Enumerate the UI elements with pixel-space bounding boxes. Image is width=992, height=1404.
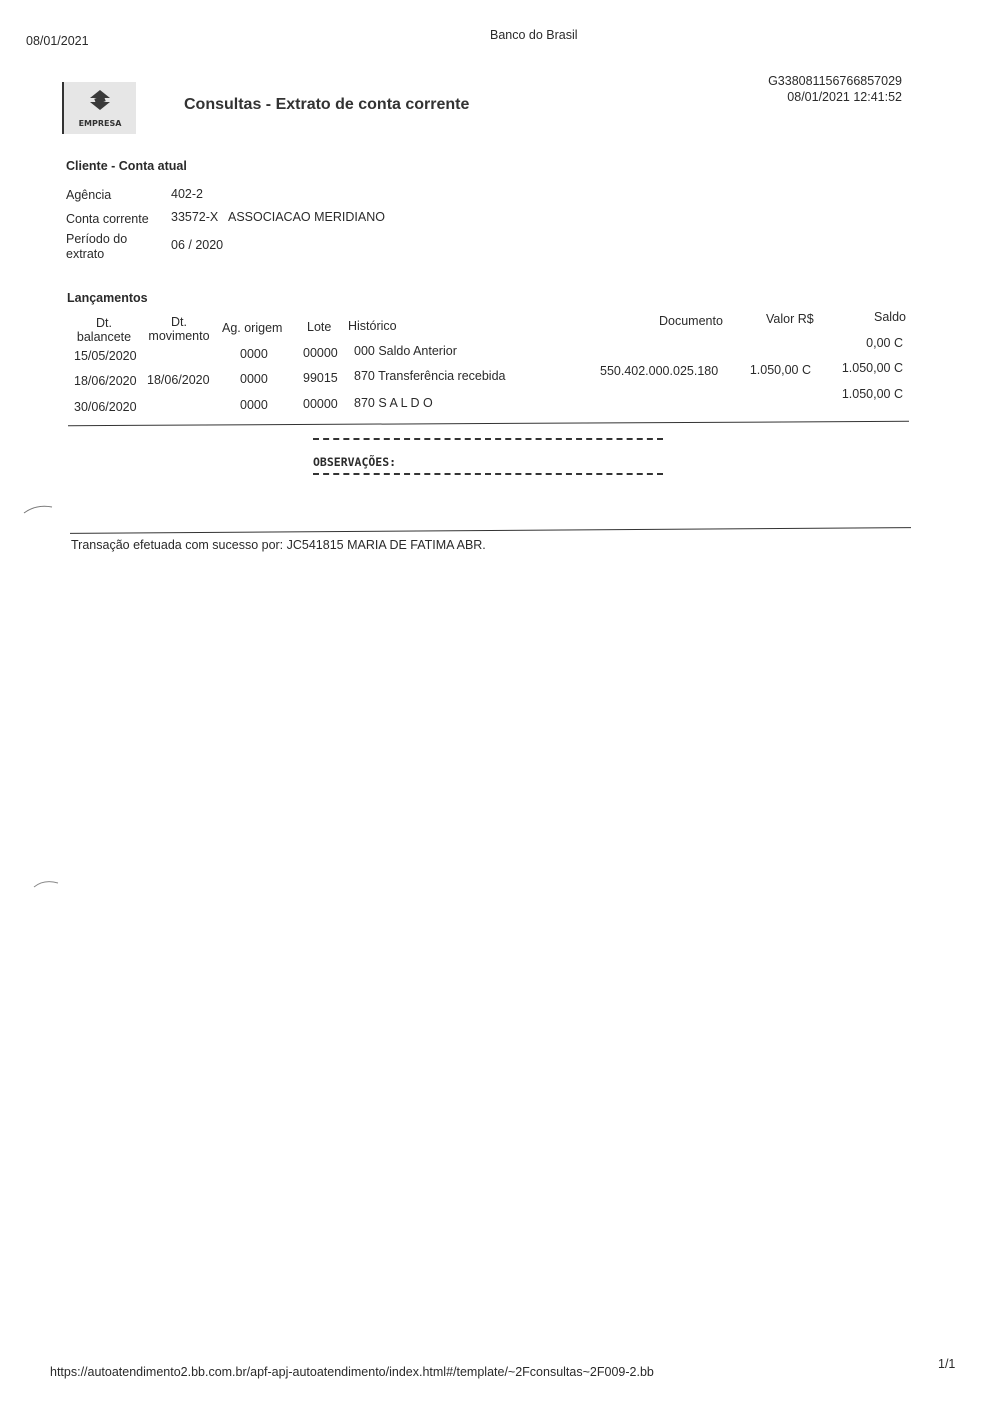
conta-value: 33572-X ASSOCIACAO MERIDIANO	[171, 210, 385, 224]
document-code-number: G338081156766857029	[768, 74, 902, 88]
row1-ag-origem: 0000	[240, 347, 268, 361]
row2-documento: 550.402.000.025.180	[600, 364, 719, 378]
scan-mark-arc	[22, 503, 54, 515]
periodo-value: 06 / 2020	[171, 238, 224, 252]
row1-saldo: 0,00 C	[866, 336, 903, 350]
observacoes-label: OBSERVAÇÕES:	[313, 455, 397, 469]
row2-valor: 1.050,00 C	[749, 363, 811, 377]
bb-logo-icon	[86, 86, 114, 114]
row2-lote: 99015	[303, 371, 338, 385]
row1-historico: 000 Saldo Anterior	[354, 344, 457, 358]
row3-historico: 870 S A L D O	[354, 396, 433, 410]
row2-dt-balancete: 18/06/2020	[74, 374, 137, 388]
page-url: https://autoatendimento2.bb.com.br/apf-apj-autoatendimento/index.html#/template/~2Fconsultas~2F009-2.bb	[50, 1365, 654, 1379]
col-dt-movimento-line1: Dt.	[171, 315, 187, 329]
row2-ag-origem: 0000	[240, 372, 268, 386]
transaction-status: Transação efetuada com sucesso por: JC541815 MARIA DE FATIMA ABR.	[71, 538, 486, 552]
document-datetime: 08/01/2021 12:41:52	[787, 90, 902, 104]
observacoes-bottom-dashes	[313, 473, 663, 475]
conta-label: Conta corrente	[66, 212, 149, 226]
scan-mark-arc-lower	[32, 877, 60, 889]
lancamentos-section-title: Lançamentos	[67, 291, 148, 305]
logo-text: EMPRESA	[78, 119, 122, 128]
row1-lote: 00000	[303, 346, 338, 360]
row2-dt-movimento: 18/06/2020	[147, 373, 210, 387]
agencia-label: Agência	[66, 188, 112, 202]
client-section-title: Cliente - Conta atual	[66, 159, 187, 173]
bb-empresa-logo	[62, 82, 136, 134]
page-title: Consultas - Extrato de conta corrente	[184, 96, 470, 113]
table-bottom-rule	[68, 421, 909, 426]
col-ag-origem: Ag. origem	[222, 321, 283, 335]
row3-lote: 00000	[303, 397, 338, 411]
periodo-label	[66, 232, 127, 262]
observacoes-top-dashes	[313, 438, 663, 440]
col-dt-movimento	[146, 315, 212, 343]
row3-saldo: 1.050,00 C	[841, 387, 903, 401]
row3-dt-balancete: 30/06/2020	[74, 400, 137, 414]
periodo-label-line1: Período do	[66, 232, 128, 246]
col-saldo: Saldo	[874, 310, 906, 324]
document-code	[768, 73, 902, 105]
col-documento: Documento	[659, 314, 723, 328]
print-date: 08/01/2021	[26, 34, 89, 48]
col-dt-balancete-line1: Dt.	[96, 316, 112, 330]
col-dt-movimento-line2: movimento	[148, 329, 210, 343]
col-historico: Histórico	[348, 319, 397, 333]
col-valor: Valor R$	[766, 312, 814, 326]
bank-name: Banco do Brasil	[490, 28, 578, 42]
page-number: 1/1	[938, 1357, 956, 1371]
periodo-label-line2: extrato	[66, 247, 105, 261]
row1-dt-balancete: 15/05/2020	[74, 349, 137, 363]
footer-rule	[70, 527, 911, 534]
col-lote: Lote	[307, 320, 332, 334]
agencia-value: 402-2	[171, 187, 203, 201]
col-dt-balancete-line2: balancete	[76, 330, 132, 344]
row2-saldo: 1.050,00 C	[841, 361, 903, 375]
row2-historico: 870 Transferência recebida	[354, 369, 506, 383]
row3-ag-origem: 0000	[240, 398, 268, 412]
col-dt-balancete	[74, 316, 134, 344]
